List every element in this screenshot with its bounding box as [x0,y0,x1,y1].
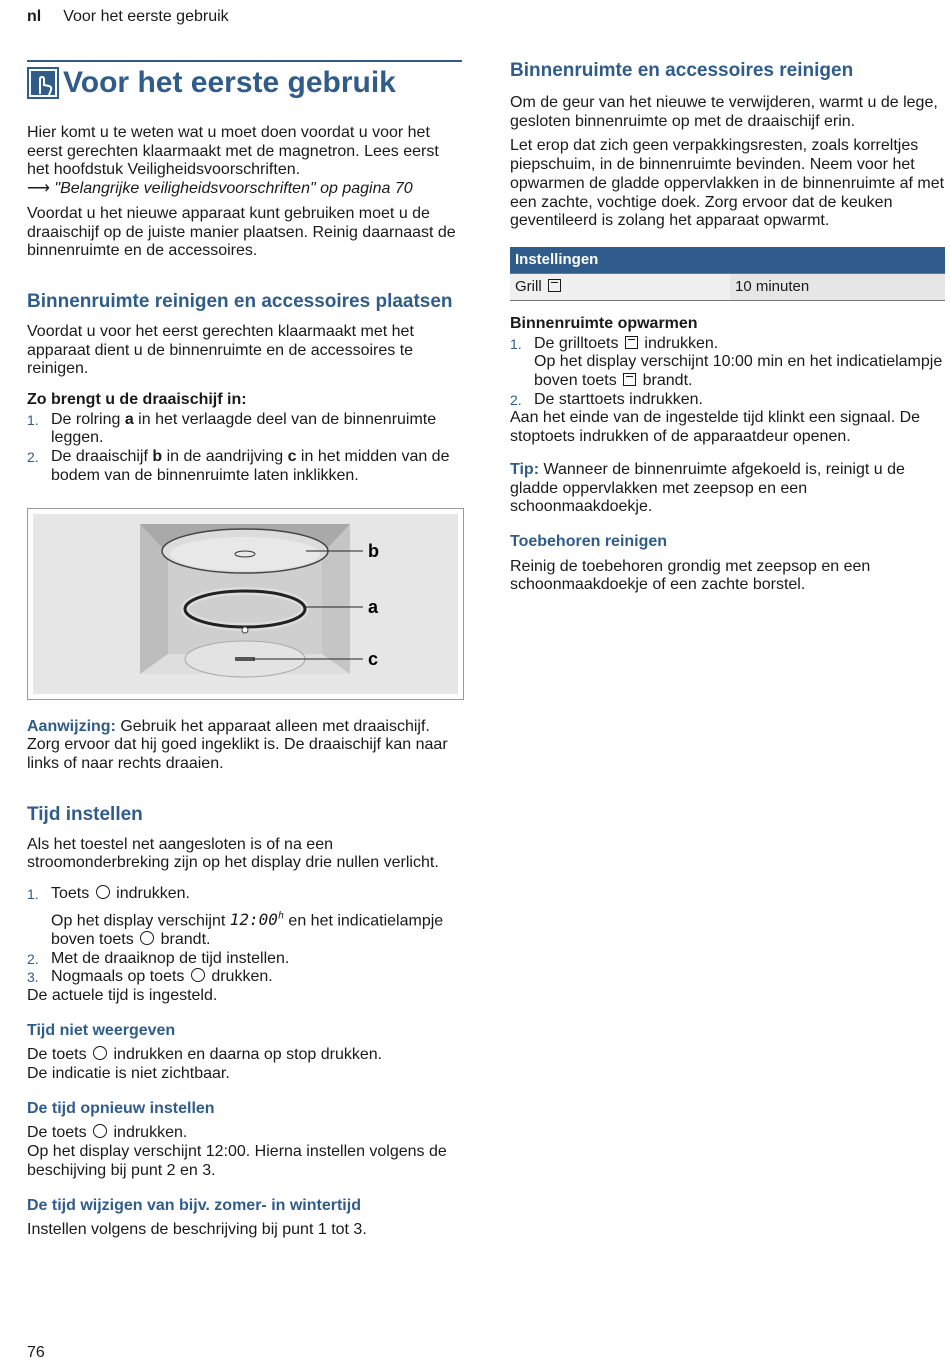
steps-subheading: Zo brengt u de draaischijf in: [27,391,247,409]
hide-time-result: De indicatie is niet zichtbaar. [27,1065,230,1083]
interior-text-2: Let erop dat zich geen verpakkingsresten, zoals korreltjes piepschuim, in de binnenruimte bevinden. Neem voor het opwarmen de gladde oppervlakken in de binnenruimte af met een zachte, vochtige doek. Zorg ervoor dat de keuken geventileerd is zolang het apparaat opwarmt. [510,137,945,230]
language-code: nl [27,8,42,25]
safety-reference-link[interactable]: "Belangrijke veiligheidsvoorschriften" op pagina 70 [54,180,413,198]
steps-list [27,411,462,486]
running-header-title: Voor het eerste gebruik [63,8,229,25]
dst-text: Instellen volgens de beschrijving bij punt 1 tot 3. [27,1221,367,1239]
hand-pointer-icon [27,67,59,99]
figure-label-c: c [368,648,379,669]
list-item: 2. De draaischijf b in de aandrijving c in het midden van de bodem van de binnenruimte laten inklikken. [27,448,450,484]
section-heading-interior: Binnenruimte en accessoires reinigen [510,60,854,81]
turntable-illustration [27,508,464,700]
settings-table-header: Instellingen [510,247,945,274]
clock-icon [96,885,110,899]
time-intro: Als het toestel net aangesloten is of na een stroomonderbreking zijn op het display drie nullen verlicht. [27,835,439,872]
display-readout: 12:00$^h$ [229,910,284,930]
page-title: Voor het eerste gebruik [63,66,396,99]
tip: Tip: Wanneer de binnenruimte afgekoeld is, reinigt u de gladde oppervlakken met zeepsop en een schoonmaakdoekje. [510,460,905,516]
list-item-continuation: Op het display verschijnt 10:00 min en het indicatielampje boven toets brandt. [534,353,943,390]
figure-label-a: a [368,596,379,617]
list-item: 2. Met de draaiknop de tijd instellen. [27,949,290,967]
interior-text-1: Om de geur van het nieuwe te verwijderen, warmt u de lege, gesloten binnenruimte op met de draaischijf erin. [510,94,938,130]
reset-time-text: De toets indrukken. [27,1124,188,1142]
subheading-reset-time: De tijd opnieuw instellen [27,1099,215,1117]
reset-time-result: Op het display verschijnt 12:00. Hierna instellen volgens de beschijving bij punt 2 en 3. [27,1143,447,1179]
left-column [27,60,462,1240]
intro-text-2: Voordat u het nieuwe apparaat kunt gebruiken moet u de draaischijf op de juiste manier plaatsen. Reinig daarnaast de binnenruimte en de accessoires. [27,204,456,260]
settings-mode: Grill [510,273,730,300]
warmup-subheading: Binnenruimte opwarmen [510,314,698,332]
safety-reference[interactable] [27,180,462,199]
clock-icon [93,1046,107,1060]
arrow-right-icon: ⟶ [27,180,55,198]
grill-icon [623,373,636,386]
subheading-accessories: Toebehoren reinigen [510,532,668,550]
clock-icon [140,931,154,945]
grill-icon [548,279,561,292]
right-column [510,60,945,595]
settings-duration: 10 minuten [730,273,945,300]
settings-table [510,247,945,301]
list-item: 2. De starttoets indrukken. [510,390,703,408]
running-header [27,8,229,26]
list-item-continuation: Op het display verschijnt 12:00$^h$ en het indicatielampje boven toets brandt. [51,910,444,948]
grill-icon [625,336,638,349]
list-item: 1. Toets indrukken. [27,885,190,903]
intro-text: Hier komt u te weten wat u moet doen voordat u voor het eerst gerechten klaarmaakt met de magnetron. Lees eerst het hoofdstuk Veiligheidsvoorschriften. [27,124,439,179]
figure-label-b: b [368,540,379,561]
list-item: 3. Nogmaals op toets drukken. [27,968,273,986]
accessories-text: Reinig de toebehoren grondig met zeepsop en een schoonmaakdoekje of een zachte borstel. [510,557,871,594]
section-heading-cleaning: Binnenruimte reinigen en accessoires plaatsen [27,290,453,312]
section-heading-time: Tijd instellen [27,803,143,825]
section-text: Voordat u voor het eerst gerechten klaarmaakt met het apparaat dient u de binnenruimte en de accessoires te reinigen. [27,322,414,378]
time-steps [27,885,462,987]
list-item: 1. De grilltoets indrukken. [510,334,719,352]
note-label: Aanwijzing: [27,717,116,735]
warmup-steps [510,335,945,410]
hide-time-text: De toets indrukken en daarna op stop drukken. [27,1046,383,1064]
list-item: 1. De rolring a in het verlaagde deel van de binnenruimte leggen. [27,410,437,447]
warmup-result: Aan het einde van de ingestelde tijd klinkt een signaal. De stoptoets indrukken of de apparaatdeur openen. [510,409,921,446]
page-number: 76 [27,1344,45,1361]
subheading-hide-time: Tijd niet weergeven [27,1021,176,1039]
tip-label: Tip: [510,460,540,478]
table-row [510,273,945,300]
time-result: De actuele tijd is ingesteld. [27,986,218,1004]
chapter-heading [27,60,462,100]
clock-icon [93,1124,107,1138]
clock-icon [191,968,205,982]
subheading-dst: De tijd wijzigen van bijv. zomer- in wintertijd [27,1196,361,1214]
note: Aanwijzing: Gebruik het apparaat alleen met draaischijf. Zorg ervoor dat hij goed ingeklikt is. De draaischijf kan naar links of naar rechts draaien. [27,717,448,772]
